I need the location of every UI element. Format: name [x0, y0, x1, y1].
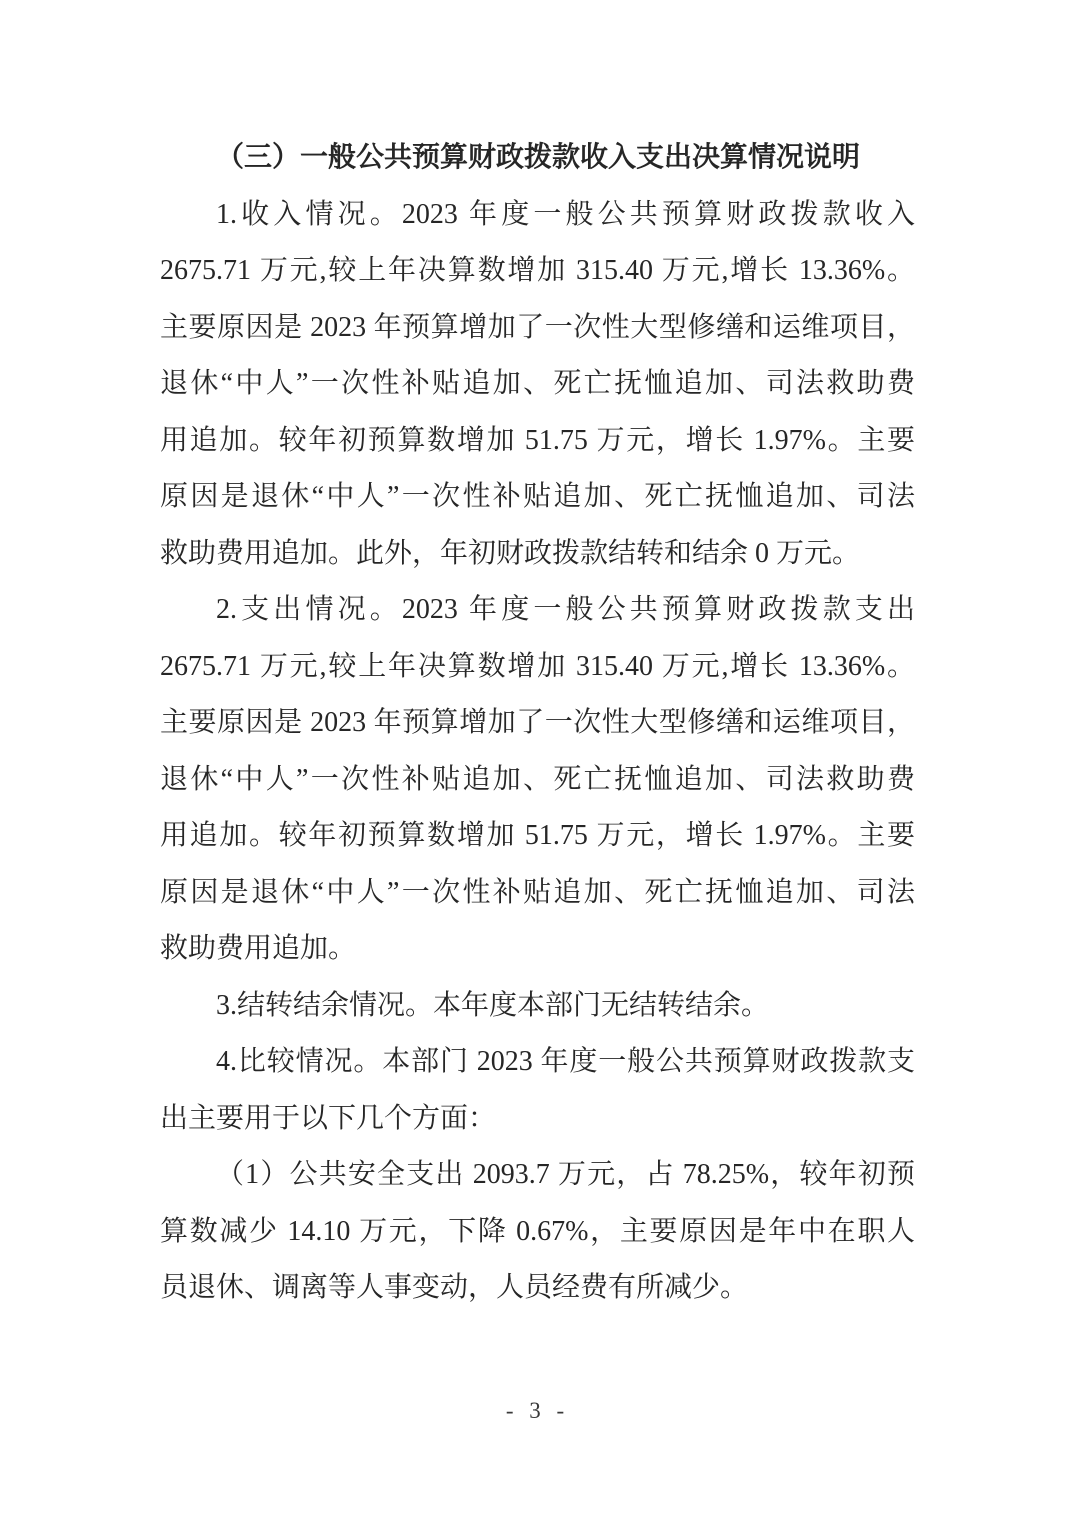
- text-line: 救助费用追加。: [160, 933, 357, 964]
- paragraphs-container: [160, 187, 915, 1317]
- text-line: 3.结转结余情况。本年度本部门无结转结余。: [216, 989, 770, 1021]
- paragraph: [160, 1034, 915, 1147]
- text-line: 2.支出情况。2023 年度一般公共预算财政拨款支出: [216, 594, 915, 625]
- text-line: 主要原因是 2023 年预算增加了一次性大型修缮和运维项目，: [160, 311, 915, 343]
- text-line: 1.收入情况。2023 年度一般公共预算财政拨款收入: [216, 198, 915, 230]
- text-line: （1）公共安全支出 2093.7 万元，占 78.25%，较年初预: [216, 1159, 915, 1190]
- text-line: 退休“中人”一次性补贴追加、死亡抚恤追加、司法救助费: [160, 763, 915, 795]
- text-line: 用追加。较年初预算数增加 51.75 万元，增长 1.97%。主要: [160, 424, 915, 456]
- paragraph: [160, 978, 915, 1035]
- text-line: 4.比较情况。本部门 2023 年度一般公共预算财政拨款支: [216, 1046, 915, 1077]
- text-line: 主要原因是 2023 年预算增加了一次性大型修缮和运维项目，: [160, 707, 915, 738]
- page-number: - 3 -: [505, 1398, 570, 1423]
- text-line: 原因是退休“中人”一次性补贴追加、死亡抚恤追加、司法: [160, 876, 915, 908]
- text-line: 出主要用于以下几个方面：: [160, 1102, 497, 1134]
- paragraph: [160, 1147, 915, 1317]
- paragraph: [160, 582, 915, 978]
- text-line: 用追加。较年初预算数增加 51.75 万元，增长 1.97%。主要: [160, 820, 915, 851]
- text-line: 救助费用追加。此外，年初财政拨款结转和结余 0 万元。: [160, 537, 861, 569]
- text-line: 2675.71 万元,较上年决算数增加 315.40 万元,增长 13.36%。: [160, 255, 915, 286]
- text-line: 员退休、调离等人事变动，人员经费有所减少。: [160, 1272, 749, 1303]
- document-body: [160, 130, 915, 1317]
- text-line: 2675.71 万元,较上年决算数增加 315.40 万元,增长 13.36%。: [160, 650, 915, 682]
- paragraph: [160, 187, 915, 583]
- text-line: 算数减少 14.10 万元，下降 0.67%，主要原因是年中在职人: [160, 1215, 915, 1247]
- section-heading: （三）一般公共预算财政拨款收入支出决算情况说明: [216, 142, 861, 173]
- text-line: 原因是退休“中人”一次性补贴追加、死亡抚恤追加、司法: [160, 481, 915, 512]
- text-line: 退休“中人”一次性补贴追加、死亡抚恤追加、司法救助费: [160, 368, 915, 399]
